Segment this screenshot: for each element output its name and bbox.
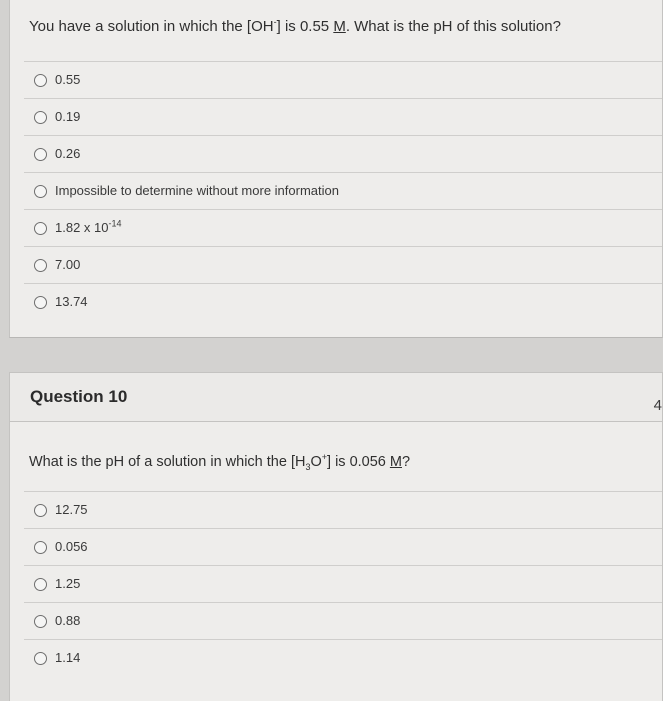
radio-button[interactable] [34,578,47,591]
question-10-options [10,491,662,676]
radio-button[interactable] [34,615,47,628]
answer-label: 0.55 [55,72,81,87]
answer-option[interactable] [24,246,662,283]
radio-button[interactable] [34,541,47,554]
answer-label: Impossible to determine without more information [55,183,339,198]
answer-label: 7.00 [55,257,81,272]
answer-option[interactable] [24,283,662,320]
question-points: 4 [653,397,662,414]
answer-option[interactable] [24,602,662,639]
answer-label: 1.14 [55,650,81,665]
answer-option[interactable] [24,491,662,528]
answer-label: 12.75 [55,502,88,517]
radio-button[interactable] [34,504,47,517]
answer-label: 1.25 [55,576,81,591]
radio-button[interactable] [34,296,47,309]
question-9-options [10,61,662,320]
answer-label: 0.26 [55,146,81,161]
answer-option[interactable] [24,639,662,676]
answer-label: 0.056 [55,539,88,554]
answer-option[interactable] [24,528,662,565]
answer-option[interactable] [24,172,662,209]
radio-button[interactable] [34,222,47,235]
answer-option[interactable] [24,209,662,246]
radio-button[interactable] [34,652,47,665]
answer-option[interactable] [24,565,662,602]
radio-button[interactable] [34,74,47,87]
answer-label: 13.74 [55,294,88,309]
question-10-header [10,373,662,422]
radio-button[interactable] [34,148,47,161]
answer-option[interactable] [24,61,662,98]
question-10-card [9,372,663,701]
answer-option[interactable] [24,98,662,135]
radio-button[interactable] [34,259,47,272]
radio-button[interactable] [34,111,47,124]
question-9-card [9,0,663,338]
answer-label: 0.19 [55,109,81,124]
question-9-text: You have a solution in which the [OH-] is 0.55 M. What is the pH of this solution? [29,17,561,35]
answer-label: 1.82 x $10^{-14}$ [55,218,122,235]
radio-button[interactable] [34,185,47,198]
answer-option[interactable] [24,135,662,172]
answer-label: 0.88 [55,613,81,628]
question-10-text: What is the pH of a solution in which the $[H_3O^+]$ is 0.056 M? [29,452,411,472]
question-title: Question 10 [30,387,128,406]
